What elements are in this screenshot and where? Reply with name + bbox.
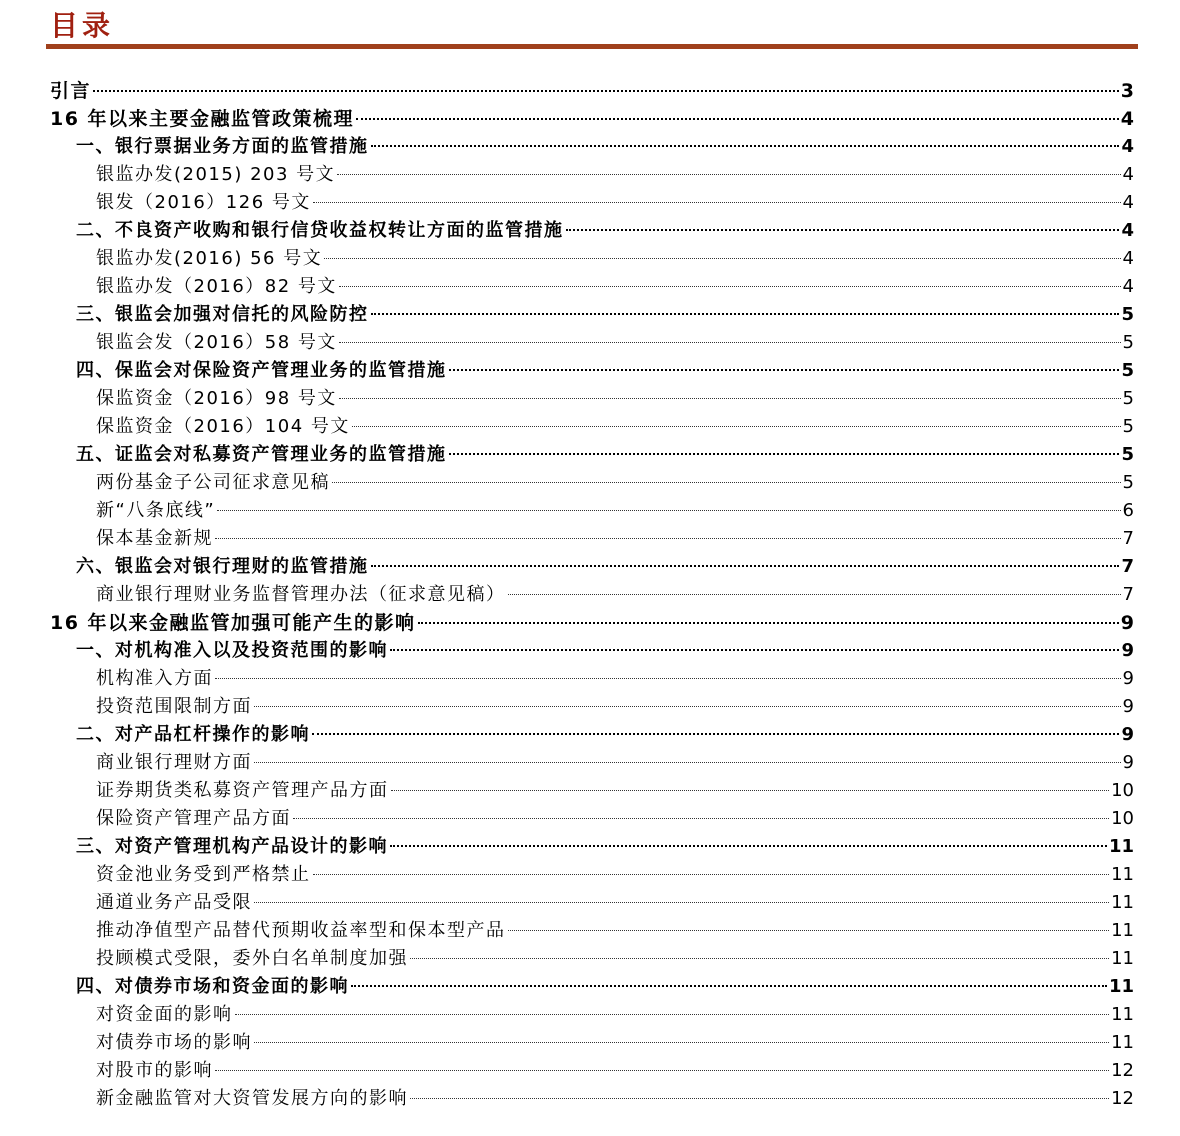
dot-leader	[215, 538, 1121, 539]
dot-leader	[352, 426, 1121, 427]
toc-entry-page-number: 5	[1121, 444, 1134, 465]
toc-entry-title: 对债券市场的影响	[96, 1032, 252, 1053]
toc-entry[interactable]	[0, 1002, 1180, 1030]
toc-entry-title: 16 年以来主要金融监管政策梳理	[50, 108, 355, 130]
toc-entry-page-number: 11	[1111, 864, 1134, 885]
dot-leader	[410, 1098, 1109, 1099]
toc-entry[interactable]	[0, 330, 1180, 358]
dot-leader	[324, 258, 1120, 259]
toc-entry-title: 商业银行理财业务监督管理办法（征求意见稿）	[96, 584, 506, 605]
toc-entry-title: 对股市的影响	[96, 1060, 213, 1081]
toc-entry[interactable]	[0, 218, 1180, 246]
toc-entry-title: 二、对产品杠杆操作的影响	[76, 724, 310, 745]
dot-leader	[371, 565, 1120, 567]
dot-leader	[217, 510, 1120, 511]
dot-leader	[418, 622, 1119, 624]
toc-entry[interactable]	[0, 694, 1180, 722]
toc-entry[interactable]	[0, 554, 1180, 582]
toc-entry-page-number: 11	[1111, 1032, 1134, 1053]
toc-entry-title: 新“八条底线”	[96, 500, 216, 521]
toc-entry-page-number: 7	[1121, 556, 1134, 577]
toc-entry-title: 商业银行理财方面	[96, 752, 252, 773]
toc-entry[interactable]	[0, 722, 1180, 750]
toc-entry-page-number: 5	[1121, 360, 1134, 381]
toc-entry-page-number: 7	[1122, 528, 1134, 549]
toc-entry[interactable]	[0, 974, 1180, 1002]
toc-entry-title: 两份基金子公司征求意见稿	[96, 472, 330, 493]
toc-entry-page-number: 12	[1111, 1060, 1134, 1081]
toc-entry-page-number: 5	[1121, 304, 1134, 325]
dot-leader	[566, 229, 1120, 231]
toc-entry-title: 证券期货类私募资产管理产品方面	[96, 780, 389, 801]
toc-entry[interactable]	[0, 470, 1180, 498]
toc-entry-page-number: 9	[1121, 724, 1134, 745]
toc-entry-page-number: 4	[1122, 164, 1134, 185]
dot-leader	[293, 818, 1109, 819]
toc-entry[interactable]	[0, 806, 1180, 834]
toc-entry[interactable]	[0, 526, 1180, 554]
toc-entry[interactable]	[0, 78, 1180, 106]
toc-entry-page-number: 3	[1120, 80, 1134, 102]
toc-entry-title: 银发（2016）126 号文	[96, 192, 311, 213]
dot-leader	[449, 453, 1120, 455]
toc-entry-title: 银监办发(2016) 56 号文	[96, 248, 323, 269]
toc-entry[interactable]	[0, 638, 1180, 666]
toc-entry-page-number: 5	[1122, 388, 1134, 409]
toc-entry[interactable]	[0, 358, 1180, 386]
toc-entry-title: 推动净值型产品替代预期收益率型和保本型产品	[96, 920, 506, 941]
toc-entry[interactable]	[0, 302, 1180, 330]
dot-leader	[410, 958, 1109, 959]
title-divider	[46, 44, 1138, 49]
toc-entry-page-number: 10	[1111, 808, 1134, 829]
toc-entry-page-number: 11	[1111, 892, 1134, 913]
dot-leader	[313, 874, 1110, 875]
toc-entry-page-number: 11	[1108, 976, 1134, 997]
toc-entry-page-number: 4	[1121, 220, 1134, 241]
toc-entry-page-number: 12	[1111, 1088, 1134, 1109]
toc-entry[interactable]	[0, 134, 1180, 162]
dot-leader	[312, 733, 1119, 735]
dot-leader	[508, 930, 1110, 931]
toc-entry-page-number: 4	[1122, 192, 1134, 213]
toc-entry-page-number: 9	[1122, 668, 1134, 689]
dot-leader	[254, 1042, 1109, 1043]
toc-entry[interactable]	[0, 162, 1180, 190]
toc-entry[interactable]	[0, 750, 1180, 778]
dot-leader	[254, 902, 1109, 903]
toc-entry-title: 保监资金（2016）104 号文	[96, 416, 350, 437]
toc-entry-page-number: 6	[1122, 500, 1134, 521]
toc-entry[interactable]	[0, 666, 1180, 694]
toc-entry[interactable]	[0, 442, 1180, 470]
toc-entry-title: 银监会发（2016）58 号文	[96, 332, 337, 353]
toc-entry-title: 新金融监管对大资管发展方向的影响	[96, 1088, 408, 1109]
toc-entry-page-number: 9	[1120, 612, 1134, 634]
toc-entry-page-number: 4	[1122, 276, 1134, 297]
toc-entry[interactable]	[0, 274, 1180, 302]
toc-entry-title: 三、对资产管理机构产品设计的影响	[76, 836, 388, 857]
dot-leader	[390, 649, 1119, 651]
toc-entry-title: 银监办发(2015) 203 号文	[96, 164, 336, 185]
toc-entry-title: 保监资金（2016）98 号文	[96, 388, 337, 409]
toc-entry[interactable]	[0, 386, 1180, 414]
toc-entry-title: 保险资产管理产品方面	[96, 808, 291, 829]
toc-entry[interactable]	[0, 1058, 1180, 1086]
toc-entry-page-number: 11	[1111, 1004, 1134, 1025]
toc-entry-page-number: 9	[1121, 640, 1134, 661]
dot-leader	[254, 762, 1121, 763]
toc-entry-title: 机构准入方面	[96, 668, 213, 689]
toc-entry-title: 四、对债券市场和资金面的影响	[76, 976, 349, 997]
dot-leader	[351, 985, 1107, 987]
toc-entry-title: 一、银行票据业务方面的监管措施	[76, 136, 369, 157]
toc-entry[interactable]	[0, 1086, 1180, 1114]
toc-entry-page-number: 11	[1111, 948, 1134, 969]
toc-entry[interactable]	[0, 414, 1180, 442]
dot-leader	[215, 678, 1121, 679]
toc-entry[interactable]	[0, 1030, 1180, 1058]
toc-entry-page-number: 10	[1111, 780, 1134, 801]
dot-leader	[339, 286, 1121, 287]
toc-entry-title: 对资金面的影响	[96, 1004, 233, 1025]
toc-entry-title: 投顾模式受限，委外白名单制度加强	[96, 948, 408, 969]
toc-entry-page-number: 5	[1122, 472, 1134, 493]
toc-entry-title: 16 年以来金融监管加强可能产生的影响	[50, 612, 416, 634]
dot-leader	[215, 1070, 1109, 1071]
dot-leader	[449, 369, 1120, 371]
dot-leader	[508, 594, 1121, 595]
toc-entry-page-number: 11	[1108, 836, 1134, 857]
toc-entry[interactable]	[0, 498, 1180, 526]
dot-leader	[254, 706, 1121, 707]
toc-entry[interactable]	[0, 582, 1180, 610]
toc-entry-title: 资金池业务受到严格禁止	[96, 864, 311, 885]
toc-entry-title: 保本基金新规	[96, 528, 213, 549]
toc-entry-title: 投资范围限制方面	[96, 696, 252, 717]
dot-leader	[337, 174, 1120, 175]
toc-entry-title: 一、对机构准入以及投资范围的影响	[76, 640, 388, 661]
toc-entry-title: 三、银监会加强对信托的风险防控	[76, 304, 369, 325]
dot-leader	[235, 1014, 1110, 1015]
toc-entry-title: 六、银监会对银行理财的监管措施	[76, 556, 369, 577]
toc-entry[interactable]	[0, 106, 1180, 134]
toc-entry[interactable]	[0, 190, 1180, 218]
toc-title: 目录	[50, 9, 115, 42]
dot-leader	[93, 90, 1119, 92]
toc-entry[interactable]	[0, 862, 1180, 890]
dot-leader	[371, 313, 1120, 315]
toc-entry-page-number: 5	[1122, 332, 1134, 353]
toc-entry[interactable]	[0, 778, 1180, 806]
table-of-contents	[0, 78, 1180, 1114]
dot-leader	[371, 145, 1120, 147]
toc-entry-title: 五、证监会对私募资产管理业务的监管措施	[76, 444, 447, 465]
toc-entry-title: 银监办发（2016）82 号文	[96, 276, 337, 297]
toc-entry[interactable]	[0, 918, 1180, 946]
toc-entry-page-number: 5	[1122, 416, 1134, 437]
toc-entry-page-number: 7	[1122, 584, 1134, 605]
toc-entry-page-number: 9	[1122, 696, 1134, 717]
dot-leader	[332, 482, 1121, 483]
toc-entry-title: 四、保监会对保险资产管理业务的监管措施	[76, 360, 447, 381]
toc-entry[interactable]	[0, 890, 1180, 918]
toc-entry[interactable]	[0, 246, 1180, 274]
dot-leader	[391, 790, 1110, 791]
toc-entry-page-number: 4	[1120, 108, 1134, 130]
dot-leader	[339, 398, 1121, 399]
toc-entry[interactable]	[0, 834, 1180, 862]
toc-entry-title: 通道业务产品受限	[96, 892, 252, 913]
dot-leader	[390, 845, 1107, 847]
toc-entry[interactable]	[0, 946, 1180, 974]
dot-leader	[313, 202, 1121, 203]
toc-entry-page-number: 4	[1122, 248, 1134, 269]
dot-leader	[356, 118, 1119, 120]
toc-entry-page-number: 4	[1121, 136, 1134, 157]
toc-entry-title: 引言	[50, 80, 92, 102]
dot-leader	[339, 342, 1121, 343]
toc-entry[interactable]	[0, 610, 1180, 638]
toc-entry-title: 二、不良资产收购和银行信贷收益权转让方面的监管措施	[76, 220, 564, 241]
toc-entry-page-number: 9	[1122, 752, 1134, 773]
toc-entry-page-number: 11	[1111, 920, 1134, 941]
